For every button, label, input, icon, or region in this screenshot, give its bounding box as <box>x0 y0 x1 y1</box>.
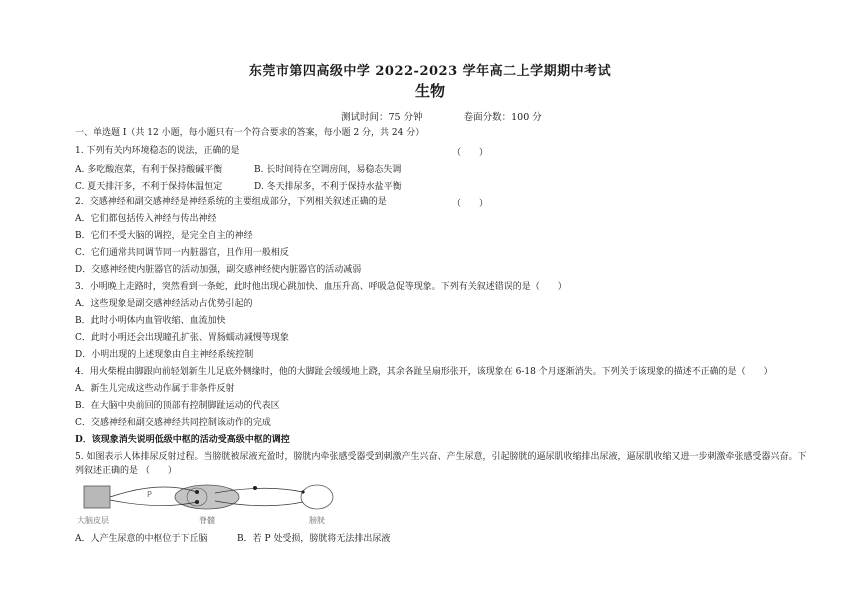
q2-option-a: A．它们都包括传入神经与传出神经 <box>75 214 217 224</box>
q4-option-a: A．新生儿完成这些动作属于非条件反射 <box>75 384 235 394</box>
bladder-ellipse <box>301 485 333 509</box>
q2-stem: 2．交感神经和副交感神经是神经系统的主要组成部分，下列相关叙述正确的是 <box>75 197 387 207</box>
synapse-dot-1 <box>195 490 199 494</box>
ganglion-dot <box>253 486 257 490</box>
q4-option-c: C．交感神经和副交感神经共同控制该动作的完成 <box>75 418 271 428</box>
q2-answer-bracket: （ ） <box>452 199 489 209</box>
q2-option-d: D．交感神经使内脏器官的活动加强，副交感神经使内脏器官的活动减弱 <box>75 265 362 275</box>
q5-stem-line1: 5. 如图表示人体排尿反射过程。当膀胱被尿液充盈时，膀胱内牵张感受器受到刺激产生兴奋、产生尿意，引起膀胱的逼尿肌收缩排出尿液，逼尿肌收缩又进一步刺激牵张感受器兴奋。下 <box>75 452 807 462</box>
q3-option-d: D．小明出现的上述现象由自主神经系统控制 <box>75 350 254 360</box>
reflex-diagram <box>75 480 375 528</box>
receptor-dot <box>301 490 304 493</box>
q1-option-c: C. 夏天排汗多，不利于保持体温恒定 <box>75 182 223 192</box>
q3-stem: 3．小明晚上走路时，突然看到一条蛇，此时他出现心跳加快、血压升高、呼吸急促等现象。下列有关叙述错误的是（ ） <box>75 282 567 292</box>
q1-answer-bracket: （ ） <box>452 148 489 158</box>
q4-option-b: B．在大脑中央前回的顶部有控制脚趾运动的代表区 <box>75 401 280 411</box>
exam-meta <box>341 109 580 123</box>
label-cortex: 大脑皮层 <box>77 516 109 525</box>
q5-option-b: B．若 P 处受损，膀胱将无法排出尿液 <box>237 534 391 544</box>
label-spinal: 脊髓 <box>199 516 215 525</box>
cortex-box <box>84 486 110 508</box>
synapse-dot-2 <box>195 500 199 504</box>
q1-option-a: A. 多吃酸泡菜，有利于保持酸碱平衡 <box>75 165 223 175</box>
subject-title: 生物 <box>414 82 445 100</box>
q3-option-a: A．这些现象是副交感神经活动占优势引起的 <box>75 299 253 309</box>
q3-option-c: C．此时小明还会出现瞳孔扩张、胃肠蠕动减慢等现象 <box>75 333 289 343</box>
exam-score: 卷面分数：100 分 <box>463 112 542 123</box>
q4-stem: 4．用火柴棍由脚跟向前轻划新生儿足底外侧缘时，他的大脚趾会缓缓地上跷，其余各趾呈扇形张开，该现象在 6-18 个月逐渐消失。下列关于该现象的描述不正确的是（ ） <box>75 367 773 377</box>
q4-option-d: D．该现象消失说明低级中枢的活动受高级中枢的调控 <box>75 435 290 445</box>
exam-title: 东莞市第四高级中学 2022-2023 学年高二上学期期中考试 <box>248 64 612 79</box>
exam-time: 测试时间：75 分钟 <box>341 112 423 123</box>
q5-stem-line2: 列叙述正确的是 （ ） <box>75 466 177 476</box>
section-heading: 一、单选题 I（共 12 小题，每小题只有一个符合要求的答案，每小题 2 分，共 24 分） <box>75 128 425 138</box>
label-p: P <box>147 490 152 499</box>
q1-stem: 1. 下列有关内环境稳态的说法，正确的是 <box>75 146 240 156</box>
q2-option-b: B．它们不受大脑的调控，是完全自主的神经 <box>75 231 253 241</box>
label-bladder: 膀胱 <box>309 516 325 525</box>
q1-option-b: B. 长时间待在空调房间，易稳态失调 <box>254 165 402 175</box>
q5-option-a: A．人产生尿意的中枢位于下丘脑 <box>75 534 208 544</box>
q1-option-d: D. 冬天排尿多，不利于保持水盐平衡 <box>254 182 402 192</box>
q2-option-c: C．它们通常共同调节同一内脏器官，且作用一般相反 <box>75 248 289 258</box>
q3-option-b: B．此时小明体内血管收缩、血流加快 <box>75 316 226 326</box>
